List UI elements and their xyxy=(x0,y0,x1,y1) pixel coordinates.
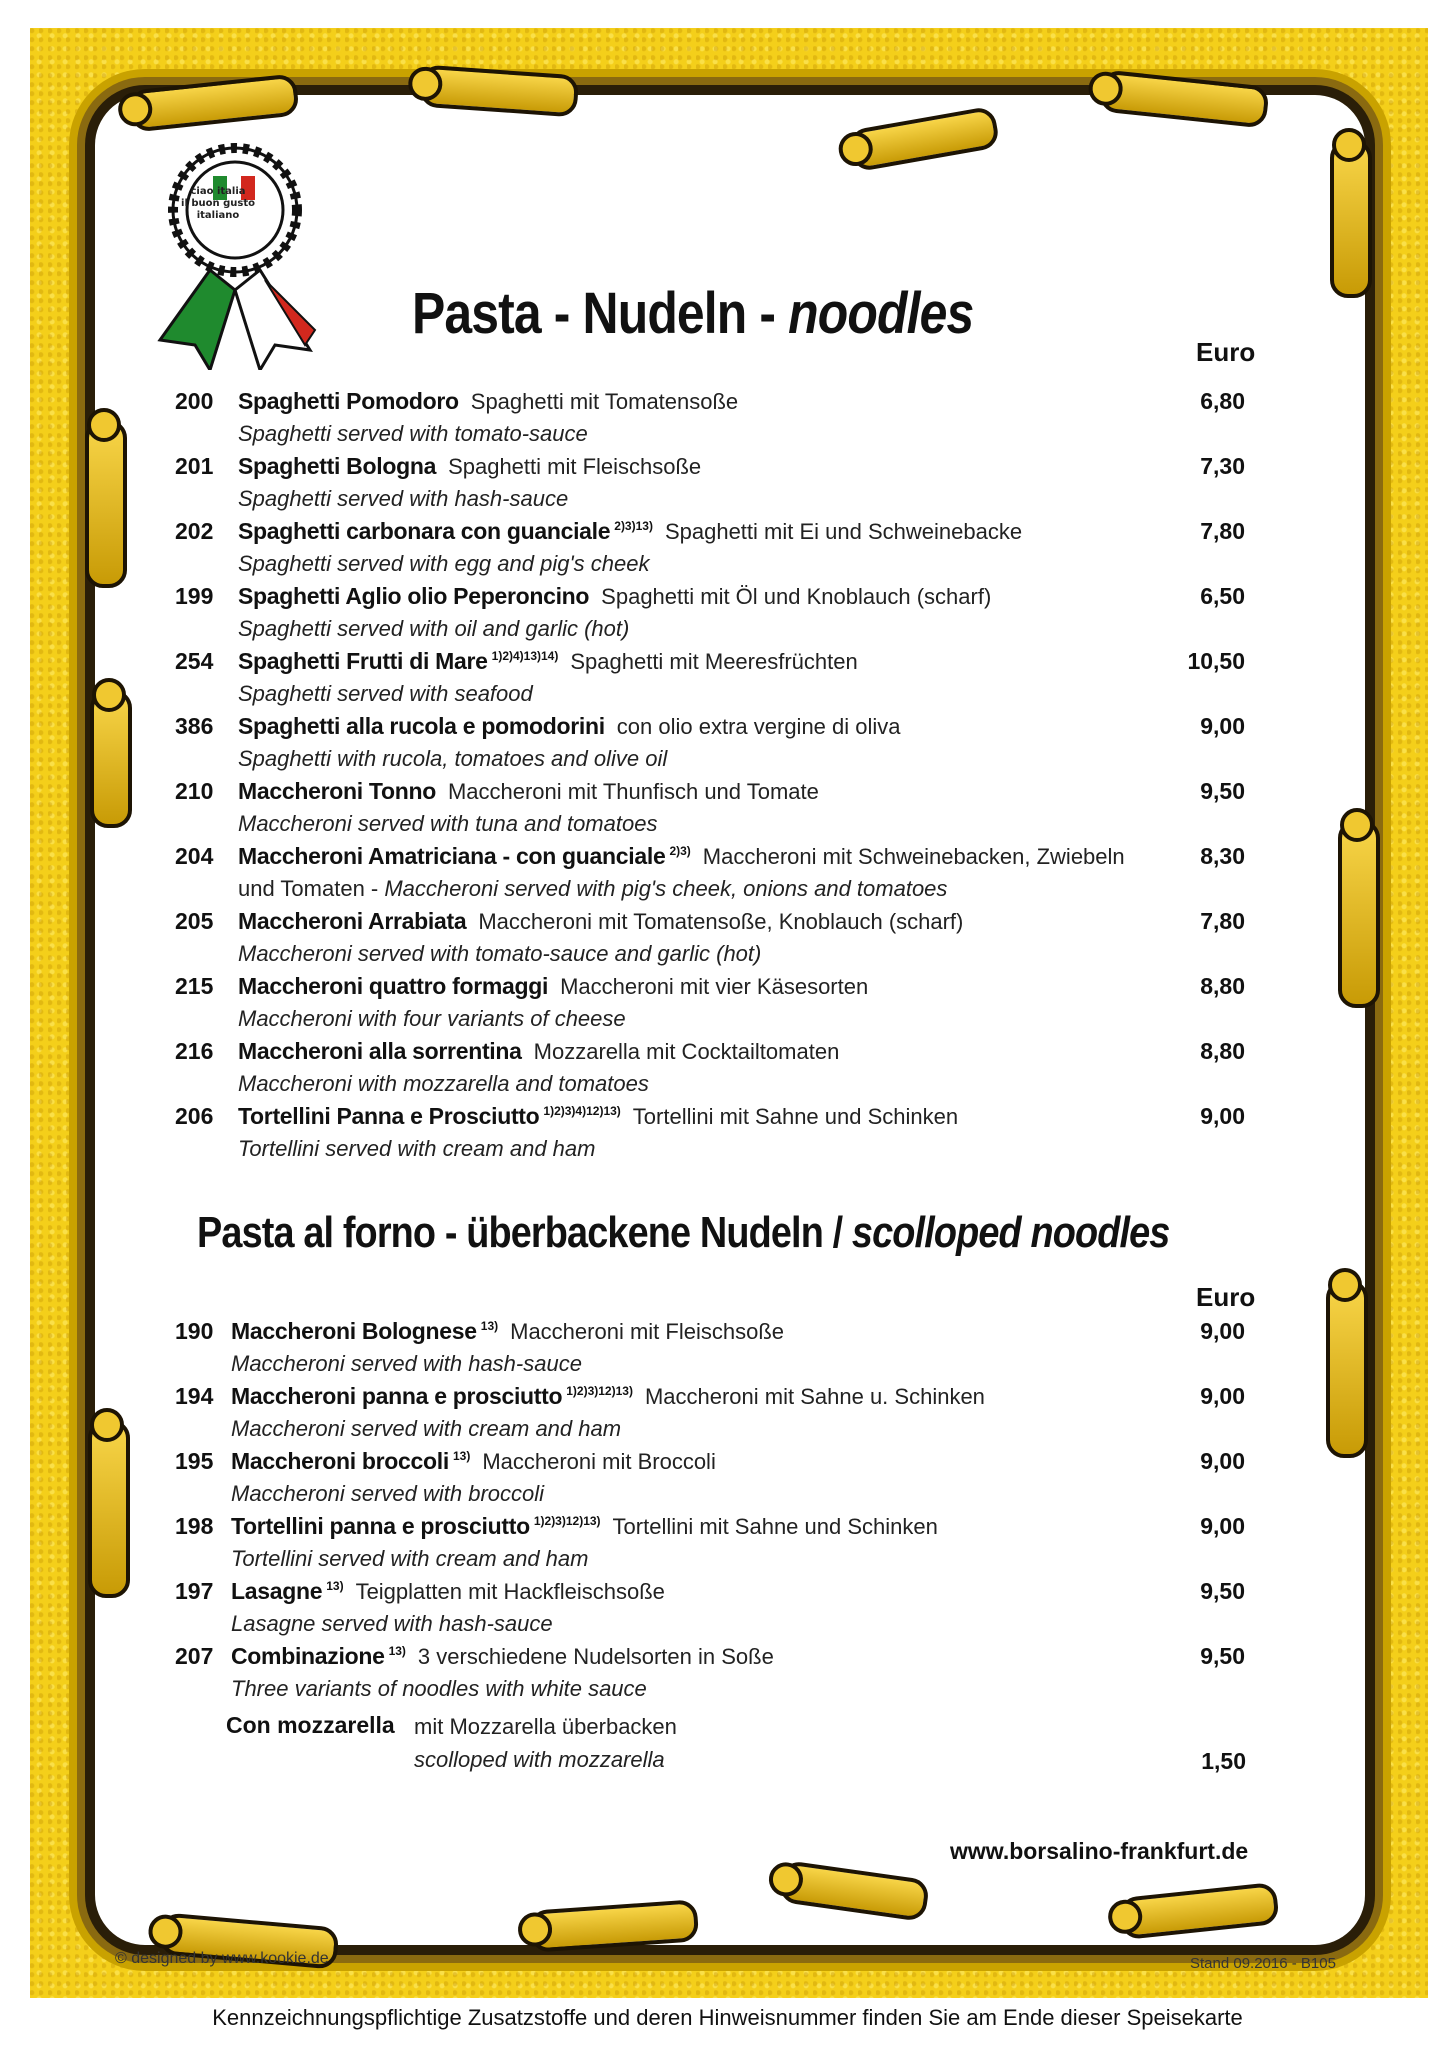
item-description-en: Maccheroni served with tomato-sauce and garlic (hot) xyxy=(238,941,762,966)
additive-codes: 13) xyxy=(388,1644,406,1658)
scroll-ornament xyxy=(1326,1280,1368,1458)
item-name: Maccheroni broccoli xyxy=(231,1448,449,1474)
item-name: Maccheroni Amatriciana - con guanciale xyxy=(238,843,666,869)
additive-codes: 13) xyxy=(480,1319,499,1333)
item-description-de: Spaghetti mit Ei und Schweinebacke xyxy=(664,519,1023,544)
menu-item-main-line xyxy=(175,1448,716,1475)
item-description-de: Maccheroni mit Fleischsoße xyxy=(510,1319,784,1344)
menu-item-200 xyxy=(175,388,1265,453)
badge-text: ciao italia il buon gusto italiano xyxy=(181,186,255,221)
scroll-ornament xyxy=(88,1420,130,1598)
item-description-de: Spaghetti mit Tomatensoße xyxy=(470,389,739,414)
item-name: Lasagne xyxy=(231,1578,323,1604)
item-description-en-line xyxy=(231,1351,582,1377)
item-description-de: 3 verschiedene Nudelsorten in Soße xyxy=(417,1644,774,1669)
forno-title-main: Pasta al forno - überbackene Nudeln / xyxy=(197,1208,852,1257)
item-description-de: Maccheroni mit Schweinebacken, Zwiebeln xyxy=(702,844,1125,869)
menu-item-207 xyxy=(175,1643,1265,1708)
item-price: 9,50 xyxy=(1200,1643,1245,1669)
item-description-de: Maccheroni mit vier Käsesorten xyxy=(560,974,869,999)
menu-item-386 xyxy=(175,713,1265,778)
forno-title-italic: scolloped noodles xyxy=(851,1208,1170,1257)
item-name: Maccheroni Arrabiata xyxy=(238,908,467,934)
menu-item-main-line xyxy=(175,1383,985,1410)
menu-item-201 xyxy=(175,453,1265,518)
item-description-en: Maccheroni served with hash-sauce xyxy=(231,1351,582,1376)
pasta-menu-list xyxy=(175,388,1265,1168)
item-description-en-line xyxy=(231,1416,621,1442)
item-price: 8,80 xyxy=(1200,1038,1245,1064)
item-description-de: Maccheroni mit Broccoli xyxy=(482,1449,716,1474)
item-price: 8,30 xyxy=(1200,843,1245,869)
item-name: Spaghetti alla rucola e pomodorini xyxy=(238,713,605,739)
item-name: Maccheroni panna e prosciutto xyxy=(231,1383,563,1409)
item-description-en: Spaghetti with rucola, tomatoes and olive oil xyxy=(238,746,668,771)
item-number: 210 xyxy=(175,778,214,804)
menu-item-main-line xyxy=(175,1318,784,1345)
pasta-title-italic: noodles xyxy=(788,281,974,346)
menu-item-215 xyxy=(175,973,1265,1038)
item-description-en: Maccheroni served with cream and ham xyxy=(231,1416,622,1441)
extra-price: 1,50 xyxy=(1201,1748,1246,1774)
item-price: 6,50 xyxy=(1200,583,1245,609)
item-name: Maccheroni alla sorrentina xyxy=(238,1038,522,1064)
menu-item-199 xyxy=(175,583,1265,648)
item-description-en: Maccheroni served with broccoli xyxy=(231,1481,545,1506)
additive-codes: 2)3) xyxy=(669,844,691,858)
currency-header: Euro xyxy=(1196,1282,1256,1312)
item-description-en: Spaghetti served with tomato-sauce xyxy=(238,421,588,446)
item-description-en-line xyxy=(231,1611,553,1637)
item-description-en: Spaghetti served with egg and pig's cheek xyxy=(238,551,650,576)
extra-name: Con mozzarella xyxy=(226,1712,395,1738)
item-description-en: Maccheroni with mozzarella and tomatoes xyxy=(238,1071,649,1096)
menu-item-main-line xyxy=(175,1513,938,1540)
item-name: Spaghetti Pomodoro xyxy=(238,388,459,414)
pasta-title-main: Pasta - Nudeln - xyxy=(412,281,789,346)
item-price: 9,00 xyxy=(1200,1448,1245,1474)
additive-codes: 1)2)3)12)13) xyxy=(533,1514,601,1528)
ciao-italia-rosette-badge xyxy=(140,140,330,370)
menu-item-main-line xyxy=(175,648,858,675)
pasta-section-title xyxy=(412,280,973,347)
item-number: 386 xyxy=(175,713,214,739)
item-price: 9,50 xyxy=(1200,1578,1245,1604)
additive-codes: 13) xyxy=(452,1449,471,1463)
item-number: 199 xyxy=(175,583,214,609)
menu-item-main-line xyxy=(175,713,901,740)
forno-menu-list xyxy=(175,1318,1265,1708)
menu-item-195 xyxy=(175,1448,1265,1513)
item-price: 7,80 xyxy=(1200,518,1245,544)
item-description-en: Maccheroni served with tuna and tomatoes xyxy=(238,811,658,836)
menu-item-main-line xyxy=(175,1643,774,1670)
item-price: 7,30 xyxy=(1200,453,1245,479)
item-price: 9,00 xyxy=(1200,1103,1245,1129)
item-price: 9,00 xyxy=(1200,713,1245,739)
item-description-en-line xyxy=(238,1006,626,1032)
menu-item-210 xyxy=(175,778,1265,843)
item-number: 190 xyxy=(175,1318,214,1344)
item-name: Tortellini panna e prosciutto xyxy=(231,1513,530,1539)
item-number: 254 xyxy=(175,648,214,674)
item-description-en: Tortellini served with cream and ham xyxy=(231,1546,589,1571)
item-number: 202 xyxy=(175,518,214,544)
item-description-de: Maccheroni mit Tomatensoße, Knoblauch (scharf) xyxy=(478,909,964,934)
item-description-en-line xyxy=(238,551,649,577)
item-name: Tortellini Panna e Prosciutto xyxy=(238,1103,540,1129)
menu-item-205 xyxy=(175,908,1265,973)
item-description-en-line xyxy=(238,421,588,447)
menu-item-main-line xyxy=(175,778,819,805)
item-price: 7,80 xyxy=(1200,908,1245,934)
item-price: 9,00 xyxy=(1200,1383,1245,1409)
extra-description-en: scolloped with mozzarella xyxy=(414,1747,665,1772)
menu-item-main-line xyxy=(175,1038,839,1065)
item-description-de-continued: und Tomaten - xyxy=(238,876,385,901)
item-number: 194 xyxy=(175,1383,214,1409)
item-description-en-line xyxy=(238,811,657,837)
item-name: Maccheroni Tonno xyxy=(238,778,436,804)
item-description-de: Tortellini mit Sahne und Schinken xyxy=(632,1104,959,1129)
menu-item-197 xyxy=(175,1578,1265,1643)
item-price: 9,00 xyxy=(1200,1513,1245,1539)
item-description-en-line xyxy=(238,1071,649,1097)
item-name: Combinazione xyxy=(231,1643,385,1669)
version-stamp: Stand 09.2016 - B105 xyxy=(1190,1955,1336,1972)
menu-item-main-line xyxy=(175,843,1125,870)
menu-item-216 xyxy=(175,1038,1265,1103)
item-description-en-line xyxy=(238,1136,595,1162)
item-description-en-line xyxy=(231,1481,544,1507)
item-number: 204 xyxy=(175,843,214,869)
item-description-en-line xyxy=(238,746,667,772)
item-description-en: Maccheroni with four variants of cheese xyxy=(238,1006,626,1031)
additive-codes: 13) xyxy=(326,1579,344,1593)
item-description-en-line xyxy=(238,941,761,967)
item-description-de: Spaghetti mit Meeresfrüchten xyxy=(570,649,858,674)
item-number: 198 xyxy=(175,1513,214,1539)
additive-codes: 2)3)13) xyxy=(614,519,653,533)
item-description-en: Three variants of noodles with white sauce xyxy=(231,1676,647,1701)
item-number: 205 xyxy=(175,908,214,934)
item-price: 9,50 xyxy=(1200,778,1245,804)
menu-item-204 xyxy=(175,843,1265,908)
item-description-en: Spaghetti served with oil and garlic (hot) xyxy=(238,616,630,641)
item-number: 215 xyxy=(175,973,214,999)
scroll-ornament xyxy=(1338,820,1380,1008)
footer-note: Kennzeichnungspflichtige Zusatzstoffe und deren Hinweisnummer finden Sie am Ende dieser Speisekarte xyxy=(212,2005,1243,2030)
menu-item-202 xyxy=(175,518,1265,583)
menu-item-main-line xyxy=(175,518,1022,545)
menu-item-198 xyxy=(175,1513,1265,1578)
menu-item-254 xyxy=(175,648,1265,713)
additive-codes: 1)2)3)12)13) xyxy=(566,1384,633,1398)
item-name: Spaghetti Bologna xyxy=(238,453,437,479)
item-name: Spaghetti carbonara con guanciale xyxy=(238,518,611,544)
item-number: 206 xyxy=(175,1103,214,1129)
scroll-ornament xyxy=(85,420,127,588)
additive-codes: 1)2)4)13)14) xyxy=(491,649,559,663)
menu-item-main-line xyxy=(175,1578,665,1605)
extra-description-de: mit Mozzarella überbacken xyxy=(414,1714,677,1739)
item-description-en-line xyxy=(231,1546,588,1572)
item-description-en: Tortellini served with cream and ham xyxy=(238,1136,596,1161)
item-description-de: Mozzarella mit Cocktailtomaten xyxy=(533,1039,840,1064)
menu-item-main-line xyxy=(175,388,738,415)
scroll-ornament xyxy=(90,690,132,828)
item-description-en-line xyxy=(238,486,568,512)
menu-item-206 xyxy=(175,1103,1265,1168)
item-description-de: Tortellini mit Sahne und Schinken xyxy=(612,1514,938,1539)
item-description-en-line xyxy=(238,616,629,642)
item-number: 197 xyxy=(175,1578,214,1604)
item-description-en-line xyxy=(238,681,533,707)
item-price: 8,80 xyxy=(1200,973,1245,999)
item-description-en: Spaghetti served with seafood xyxy=(238,681,533,706)
menu-item-194 xyxy=(175,1383,1265,1448)
item-name: Maccheroni quattro formaggi xyxy=(238,973,549,999)
item-description-de: Spaghetti mit Öl und Knoblauch (scharf) xyxy=(601,584,992,609)
item-description-en-line xyxy=(238,876,947,902)
menu-item-main-line xyxy=(175,583,991,610)
item-name: Maccheroni Bolognese xyxy=(231,1318,477,1344)
item-description-de: Maccheroni mit Sahne u. Schinken xyxy=(644,1384,985,1409)
additive-codes: 1)2)3)4)12)13) xyxy=(543,1104,621,1118)
menu-item-main-line xyxy=(175,1103,958,1130)
item-description-en: Lasagne served with hash-sauce xyxy=(231,1611,553,1636)
item-name: Spaghetti Aglio olio Peperoncino xyxy=(238,583,590,609)
menu-item-main-line xyxy=(175,908,963,935)
item-description-de: Spaghetti mit Fleischsoße xyxy=(448,454,702,479)
item-price: 6,80 xyxy=(1200,388,1245,414)
item-description-de: Teigplatten mit Hackfleischsoße xyxy=(355,1579,665,1604)
item-number: 207 xyxy=(175,1643,214,1669)
item-description-de: con olio extra vergine di oliva xyxy=(616,714,901,739)
item-price: 9,00 xyxy=(1200,1318,1245,1344)
item-description-en: Maccheroni served with pig's cheek, onions and tomatoes xyxy=(384,876,948,901)
item-description-en: Spaghetti served with hash-sauce xyxy=(238,486,569,511)
currency-header: Euro xyxy=(1196,337,1256,367)
forno-section-title xyxy=(197,1208,1169,1258)
item-number: 195 xyxy=(175,1448,214,1474)
website-link[interactable]: www.borsalino-frankfurt.de xyxy=(950,1838,1249,1864)
extra-option xyxy=(226,1712,1266,1782)
item-price: 10,50 xyxy=(1187,648,1245,674)
item-number: 201 xyxy=(175,453,214,479)
menu-item-main-line xyxy=(175,973,868,1000)
menu-item-main-line xyxy=(175,453,701,480)
scroll-ornament xyxy=(1330,140,1372,298)
item-name: Spaghetti Frutti di Mare xyxy=(238,648,488,674)
item-description-de: Maccheroni mit Thunfisch und Tomate xyxy=(447,779,819,804)
item-description-en-line xyxy=(231,1676,647,1702)
item-number: 200 xyxy=(175,388,214,414)
designer-credit: © designed by www.kookie.de xyxy=(115,1950,329,1967)
menu-item-190 xyxy=(175,1318,1265,1383)
item-number: 216 xyxy=(175,1038,214,1064)
